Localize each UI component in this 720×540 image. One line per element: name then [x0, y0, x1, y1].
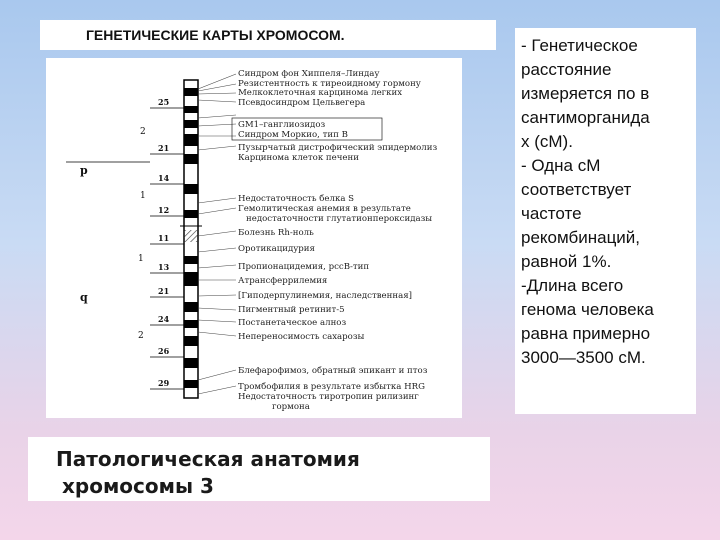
- band-label: 29: [158, 378, 170, 388]
- band-label: 24: [158, 314, 170, 324]
- disease-label: Синдром Моркио, тип В: [238, 130, 348, 140]
- description-line: соответствует: [521, 180, 632, 199]
- chromosome-map-svg: [46, 58, 462, 418]
- region-label: 2: [138, 331, 144, 341]
- slide-title: ГЕНЕТИЧЕСКИЕ КАРТЫ ХРОМОСОМ.: [86, 27, 345, 43]
- band-label: 21: [158, 143, 170, 153]
- disease-label: Псевдосиндром Цельвегера: [238, 98, 366, 108]
- description-line: -Длина всего: [521, 276, 624, 295]
- description-line: 3000—3500 сМ.: [521, 348, 646, 367]
- band-label: 25: [158, 97, 170, 107]
- disease-label: Пропионацидемия, рссВ-тип: [238, 262, 370, 272]
- region-label: 1: [140, 191, 146, 201]
- disease-label: Оротикацидурия: [238, 244, 315, 254]
- description-line: - Одна сМ: [521, 156, 601, 175]
- chromosome-band: [184, 106, 198, 113]
- disease-label: Болезнь Rh-ноль: [238, 228, 314, 238]
- description-line: х (сМ).: [521, 132, 573, 151]
- chromosome-band: [184, 358, 198, 368]
- leader-lines: [198, 74, 236, 394]
- disease-label: Карцинома клеток печени: [238, 153, 359, 163]
- band-label: 11: [158, 233, 170, 243]
- region-label: 1: [138, 254, 144, 264]
- disease-labels: [238, 69, 437, 412]
- disease-label: Недостаточность тиротропин рилизинг: [238, 392, 419, 402]
- disease-label: Пигментный ретинит-5: [238, 305, 345, 315]
- description-line: измеряется по в: [521, 84, 650, 103]
- description-line: равна примерно: [521, 324, 651, 343]
- centromere-heterochromatin: [184, 230, 198, 242]
- disease-label: Гемолитическая анемия в результате: [238, 204, 411, 214]
- disease-label: Синдром фон Хиппеля–Линдау: [238, 69, 380, 79]
- description-line: сантиморганида: [521, 108, 650, 127]
- chromosome-band: [184, 256, 198, 264]
- band-labels: [150, 97, 184, 389]
- band-label: 13: [158, 262, 170, 272]
- chromosome-band: [184, 210, 198, 218]
- disease-label: Атрансферрилемия: [238, 276, 328, 286]
- chromosome-band: [184, 134, 198, 146]
- description-box: [515, 28, 696, 414]
- disease-label: Резистентность к тиреоидному гормону: [238, 79, 421, 89]
- description-line: рекомбинаций,: [521, 228, 641, 247]
- chromosome-band: [184, 302, 198, 312]
- chromosome-band: [184, 336, 198, 346]
- band-label: 21: [158, 286, 170, 296]
- caption-line-1: Патологическая анатомия: [56, 447, 360, 471]
- chromosome-band: [184, 184, 198, 194]
- arm-label-q: q: [80, 291, 88, 304]
- disease-label: недостаточности глутатионпероксидазы: [246, 214, 433, 224]
- description-line: расстояние: [521, 60, 612, 79]
- disease-label: [Гиподерпулинемия, наследственная]: [238, 291, 412, 301]
- disease-label: Мелкоклеточная карцинома легких: [238, 88, 403, 98]
- arm-label-p: p: [80, 164, 88, 177]
- chromosome-band: [184, 320, 198, 328]
- caption-box: [28, 437, 490, 501]
- chromosome-band: [184, 154, 198, 164]
- chromosome-band: [184, 380, 198, 388]
- disease-label: GM1–ганглиозидоз: [238, 120, 326, 130]
- disease-label: Пузырчатый дистрофический эпидермолиз: [238, 143, 438, 153]
- disease-label: гормона: [272, 402, 310, 412]
- region-labels: [66, 127, 150, 341]
- chromosome-diagram: [46, 58, 462, 418]
- description-line: частоте: [521, 204, 582, 223]
- description-line: генома человека: [521, 300, 654, 319]
- disease-label: Блефарофимоз, обратный эпикант и птоз: [238, 366, 428, 376]
- chromosome-band: [184, 272, 198, 286]
- disease-label: Непереносимость сахарозы: [238, 332, 365, 342]
- description-line: - Генетическое: [521, 36, 638, 55]
- disease-label: Недостаточность белка S: [238, 194, 355, 204]
- band-label: 14: [158, 173, 170, 183]
- chromosome-band: [184, 88, 198, 96]
- disease-label: Постанетаческое алноз: [238, 318, 347, 328]
- band-label: 12: [158, 205, 170, 215]
- description-line: равной 1%.: [521, 252, 612, 271]
- disease-label: Тромбофилия в результате избытка HRG: [238, 382, 425, 392]
- chromosome-band: [184, 120, 198, 128]
- region-label: 2: [140, 127, 146, 137]
- band-label: 26: [158, 346, 170, 356]
- caption-line-2: хромосомы 3: [62, 474, 214, 498]
- title-box: [40, 20, 496, 50]
